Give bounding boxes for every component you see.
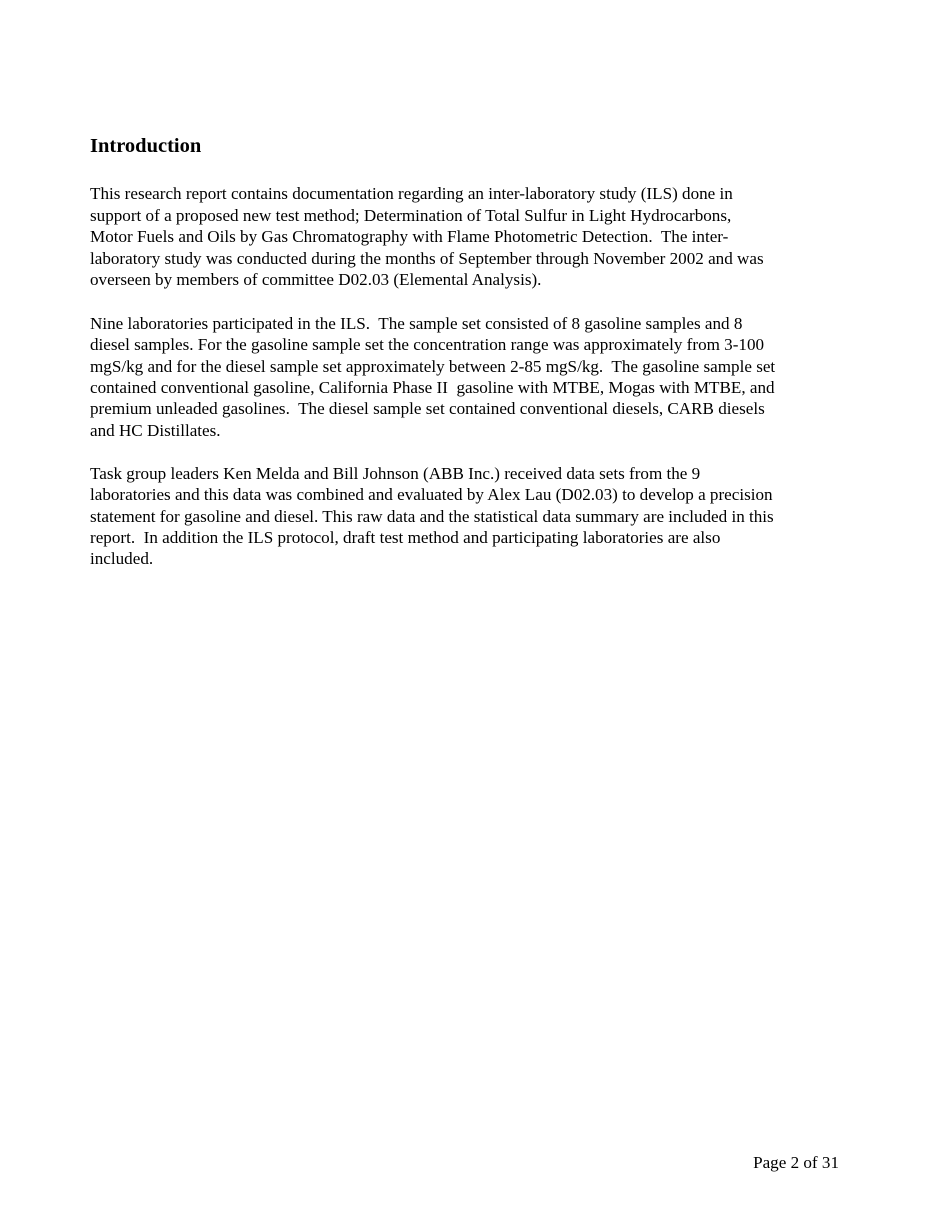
- paragraph-line: contained conventional gasoline, California Phase II gasoline with MTBE, Mogas with MTBE, and: [90, 378, 775, 397]
- paragraph-line: Task group leaders Ken Melda and Bill Johnson (ABB Inc.) received data sets from the 9: [90, 464, 701, 483]
- paragraph-line: laboratory study was conducted during the months of September through November 2002 and was: [90, 249, 764, 268]
- section-heading: Introduction: [90, 135, 202, 157]
- paragraph-line: This research report contains documentation regarding an inter-laboratory study (ILS) done in: [90, 184, 733, 203]
- paragraph-line: support of a proposed new test method; Determination of Total Sulfur in Light Hydrocarbons,: [90, 206, 732, 225]
- paragraph-line: statement for gasoline and diesel. This raw data and the statistical data summary are included in this: [90, 507, 774, 526]
- paragraph-line: premium unleaded gasolines. The diesel sample set contained conventional diesels, CARB diesels: [90, 399, 765, 418]
- paragraph-line: laboratories and this data was combined and evaluated by Alex Lau (D02.03) to develop a precision: [90, 485, 773, 504]
- paragraph-line: report. In addition the ILS protocol, draft test method and participating laboratories are also: [90, 528, 721, 547]
- page-number: Page 2 of 31: [753, 1153, 839, 1172]
- paragraph-line: overseen by members of committee D02.03 (Elemental Analysis).: [90, 270, 542, 289]
- paragraph-line: and HC Distillates.: [90, 421, 221, 440]
- paragraph-line: Nine laboratories participated in the ILS. The sample set consisted of 8 gasoline samples and 8: [90, 314, 743, 333]
- paragraph-line: Motor Fuels and Oils by Gas Chromatography with Flame Photometric Detection. The inter-: [90, 227, 729, 246]
- paragraph-line: diesel samples. For the gasoline sample set the concentration range was approximately from 3-100: [90, 335, 765, 354]
- paragraph-line: mgS/kg and for the diesel sample set approximately between 2-85 mgS/kg. The gasoline sample set: [90, 357, 776, 376]
- paragraph-line: included.: [90, 549, 154, 568]
